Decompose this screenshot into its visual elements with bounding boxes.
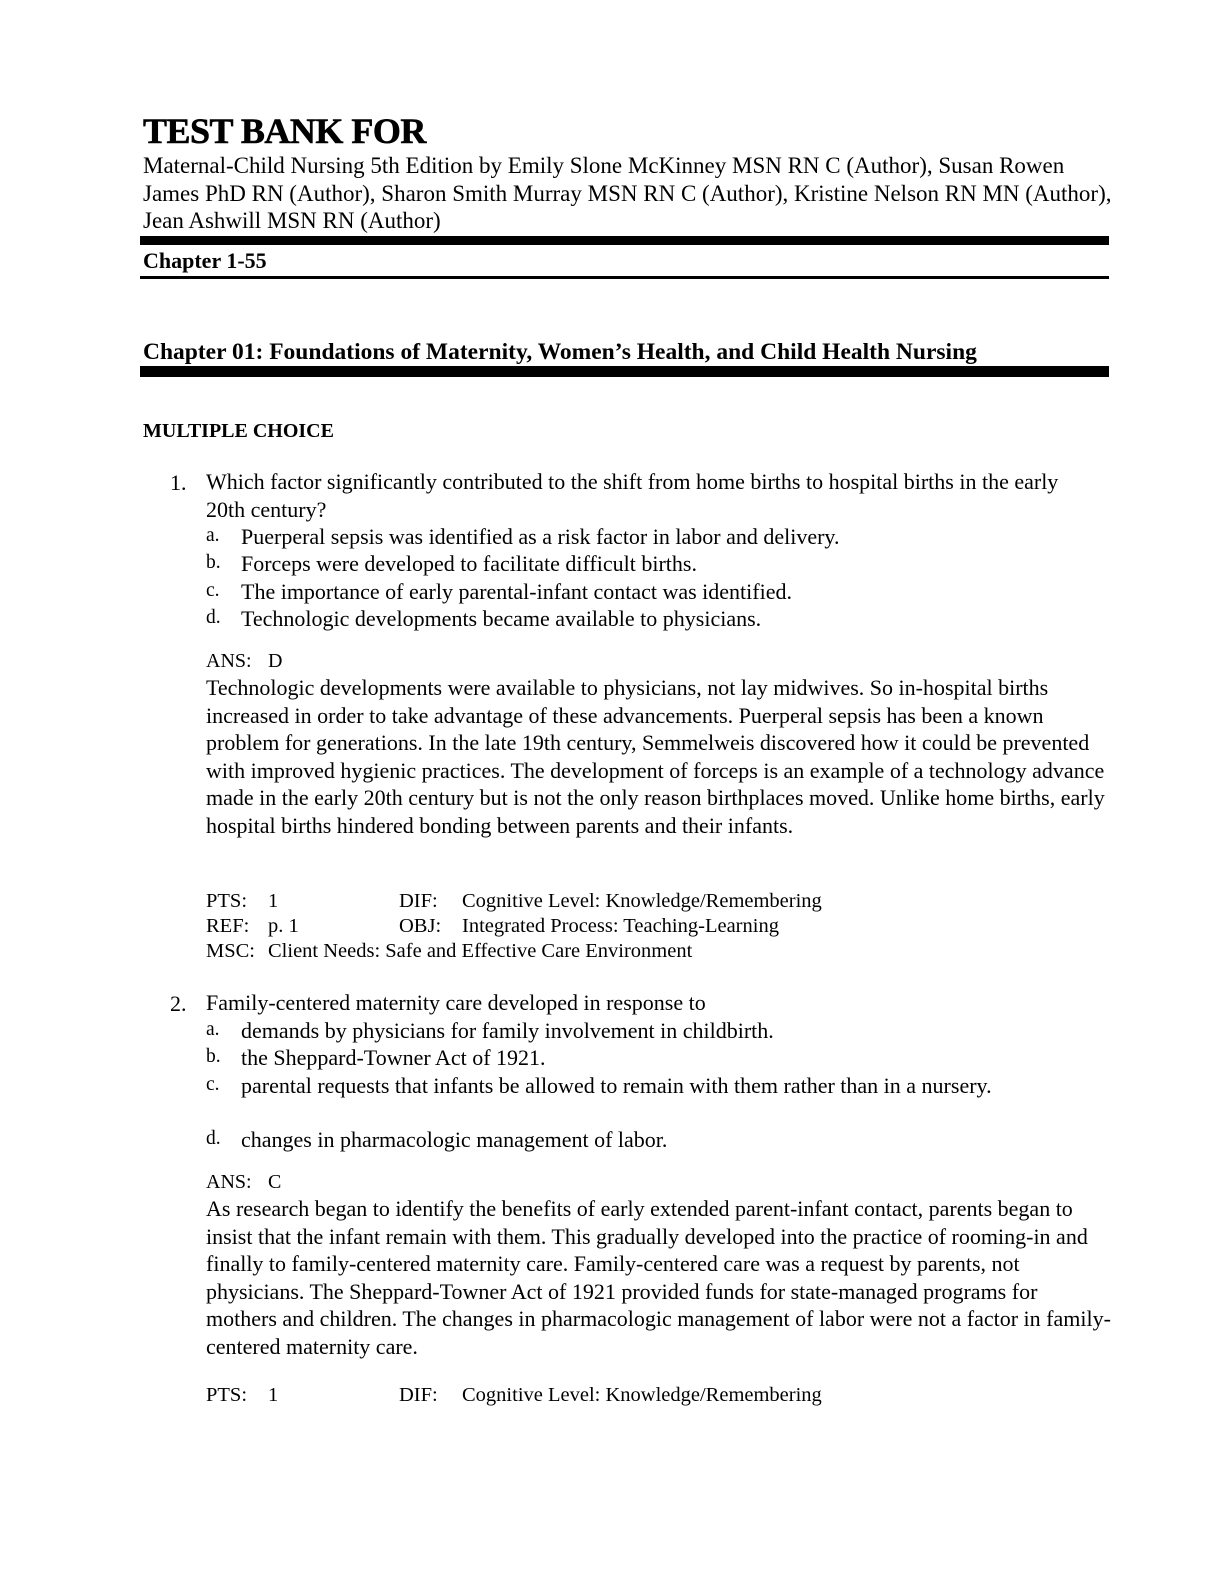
chapter-range: Chapter 1-55 [143, 248, 267, 273]
answer-value: C [268, 1171, 282, 1193]
option-letter: b. [206, 1046, 221, 1067]
msc-label: MSC: [206, 940, 255, 962]
pts-label: PTS: [206, 890, 248, 912]
option-letter: a. [206, 1019, 220, 1040]
dif-label: DIF: [399, 890, 438, 912]
option-text: Forceps were developed to facilitate difficult births. [241, 551, 697, 576]
obj-value: Integrated Process: Teaching-Learning [462, 915, 779, 937]
option-text: Technologic developments became available to physicians. [241, 606, 762, 631]
option-letter: c. [206, 580, 220, 601]
chapter-title: Chapter 01: Foundations of Maternity, Women’s Health, and Child Health Nursing [143, 339, 977, 365]
section-heading: MULTIPLE CHOICE [143, 420, 334, 442]
question-text: Family-centered maternity care developed in response to [206, 990, 706, 1015]
dif-value: Cognitive Level: Knowledge/Remembering [462, 890, 822, 912]
dif-value: Cognitive Level: Knowledge/Remembering [462, 1384, 822, 1406]
book-subtitle: Maternal-Child Nursing 5th Edition by Emily Slone McKinney MSN RN C (Author), Susan Rowen James PhD RN (Author), Sharon Smith Murray MSN RN C (Author), Kristine Nelson RN MN (Author), Jean Ashwill MSN RN (Author) [143, 153, 1112, 233]
answer-label: ANS: [206, 1171, 252, 1193]
ref-value: p. 1 [268, 915, 299, 937]
option-text: changes in pharmacologic management of labor. [241, 1127, 668, 1152]
dif-label: DIF: [399, 1384, 438, 1406]
option-text: demands by physicians for family involvement in childbirth. [241, 1018, 774, 1043]
pts-value: 1 [268, 1384, 279, 1406]
answer-label: ANS: [206, 650, 252, 672]
option-letter: d. [206, 607, 221, 628]
chapter-divider [140, 366, 1109, 377]
answer-rationale: As research began to identify the benefits of early extended parent-infant contact, parents began to insist that the infant remain with them. This gradually developed into the practice of rooming-in and finally to family-centered maternity care. Family-centered care was a request by parents, not physicians. The Sheppard-Towner Act of 1921 provided funds for state-managed programs for mothers and children. The changes in pharmacologic management of labor were not a factor in family-centered maternity care. [206, 1196, 1111, 1359]
ref-label: REF: [206, 915, 250, 937]
question-number: 2. [170, 991, 187, 1016]
answer-value: D [268, 650, 283, 672]
option-text: parental requests that infants be allowed to remain with them rather than in a nursery. [241, 1073, 992, 1098]
option-text: Puerperal sepsis was identified as a risk factor in labor and delivery. [241, 524, 840, 549]
answer-rationale: Technologic developments were available to physicians, not lay midwives. So in-hospital births increased in order to take advantage of these advancements. Puerperal sepsis has been a known problem for generations. In the late 19th century, Semmelweis discovered how it could be prevented with improved hygienic practices. The development of forceps is an example of a technology advance made in the early 20th century but is not the only reason birthplaces moved. Unlike home births, early hospital births hindered bonding between parents and their infants. [206, 675, 1105, 838]
pts-value: 1 [268, 890, 279, 912]
pts-label: PTS: [206, 1384, 248, 1406]
option-letter: b. [206, 552, 221, 573]
test-bank-title: TEST BANK FOR [143, 111, 426, 151]
option-letter: a. [206, 525, 220, 546]
msc-value: Client Needs: Safe and Effective Care Environment [268, 940, 693, 962]
header-divider-thick [140, 236, 1109, 245]
obj-label: OBJ: [399, 915, 442, 937]
header-divider-thin [140, 276, 1109, 279]
option-text: the Sheppard-Towner Act of 1921. [241, 1045, 546, 1070]
option-letter: c. [206, 1074, 220, 1095]
option-letter: d. [206, 1128, 221, 1149]
question-number: 1. [170, 470, 187, 495]
question-text: Which factor significantly contributed to the shift from home births to hospital births in the early 20th century? [206, 469, 1059, 522]
option-text: The importance of early parental-infant contact was identified. [241, 579, 792, 604]
